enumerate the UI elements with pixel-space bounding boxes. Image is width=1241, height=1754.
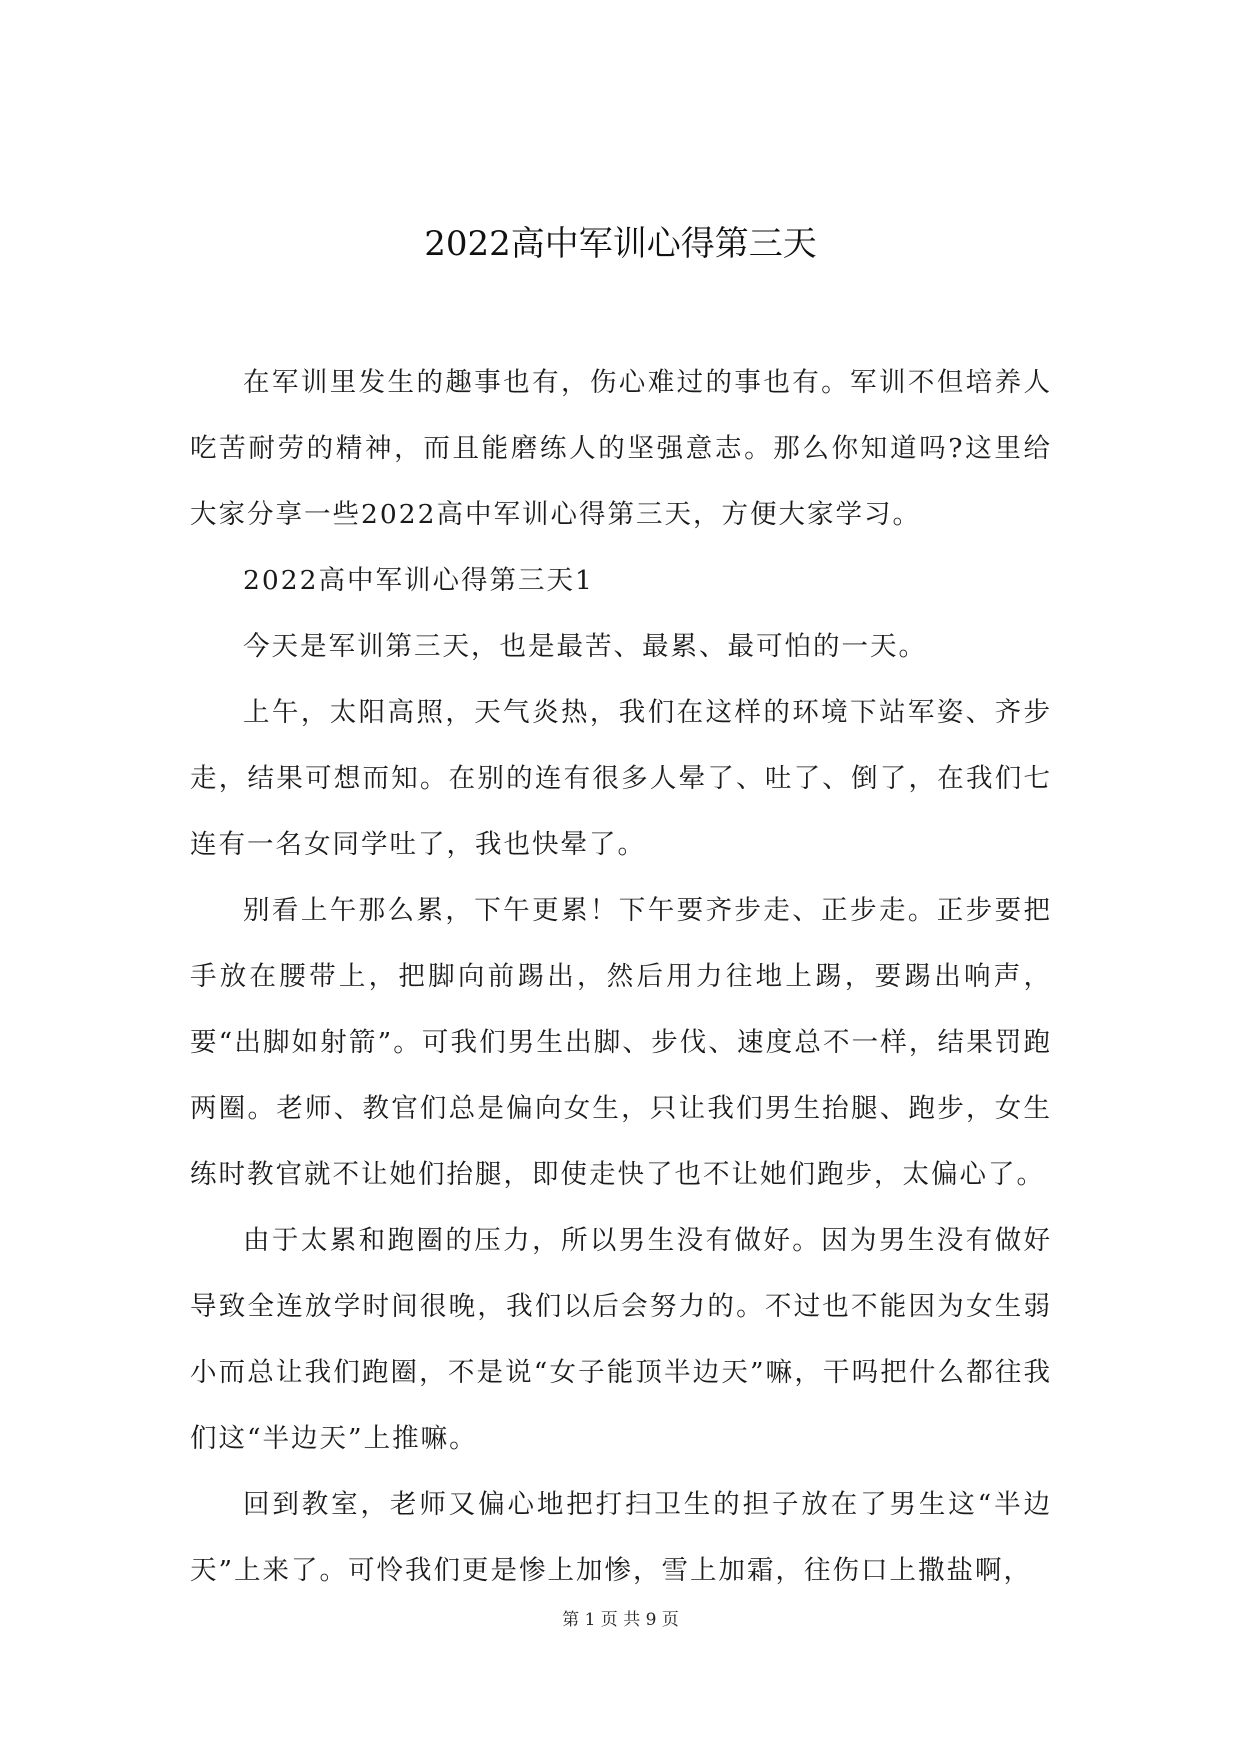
body-paragraph: 上午，太阳高照，天气炎热，我们在这样的环境下站军姿、齐步走，结果可想而知。在别的连有很多人晕了、吐了、倒了，在我们七连有一名女同学吐了，我也快晕了。: [190, 697, 1052, 860]
intro-paragraph: 在军训里发生的趣事也有，伤心难过的事也有。军训不但培养人吃苦耐劳的精神，而且能磨练人的坚强意志。那么你知道吗?这里给大家分享一些2022高中军训心得第三天，方便大家学习。: [190, 367, 1052, 530]
page-number-footer: 第 1 页 共 9 页: [562, 1610, 679, 1630]
document-body: [190, 350, 1052, 1604]
body-paragraph: 今天是军训第三天，也是最苦、最累、最可怕的一天。: [243, 631, 927, 662]
body-paragraph: 由于太累和跑圈的压力，所以男生没有做好。因为男生没有做好导致全连放学时间很晚，我们以后会努力的。不过也不能因为女生弱小而总让我们跑圈，不是说“女子能顶半边天”嘛，干吗把什么都往我们这“半边天”上推嘛。: [190, 1225, 1052, 1454]
section-heading: 2022高中军训心得第三天1: [243, 565, 594, 596]
document-title: 2022高中军训心得第三天: [424, 224, 817, 264]
body-paragraph: 别看上午那么累，下午更累！下午要齐步走、正步走。正步要把手放在腰带上，把脚向前踢出，然后用力往地上踢，要踢出响声，要“出脚如射箭”。可我们男生出脚、步伐、速度总不一样，结果罚跑两圈。老师、教官们总是偏向女生，只让我们男生抬腿、跑步，女生练时教官就不让她们抬腿，即使走快了也不让她们跑步，太偏心了。: [190, 895, 1052, 1190]
body-paragraph: 回到教室，老师又偏心地把打扫卫生的担子放在了男生这“半边天”上来了。可怜我们更是惨上加惨，雪上加霜，往伤口上撒盐啊，: [190, 1489, 1052, 1586]
